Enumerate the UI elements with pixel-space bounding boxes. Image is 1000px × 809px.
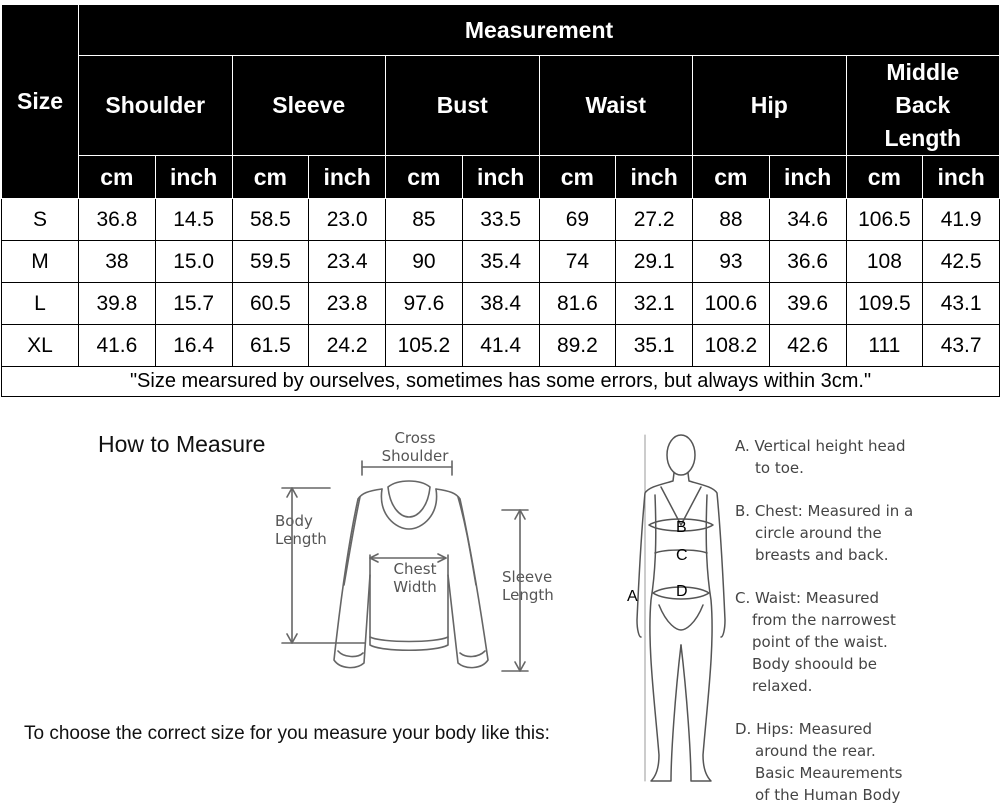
unit-header: inch [769, 156, 846, 199]
measurement-cell: 108.2 [693, 325, 770, 367]
measurement-cell: 108 [846, 241, 923, 283]
measurement-cell: 59.5 [232, 241, 309, 283]
measurement-cell: 106.5 [846, 199, 923, 241]
measurement-cell: 24.2 [309, 325, 386, 367]
measurement-cell: 89.2 [539, 325, 616, 367]
size-chart-table [1, 4, 1000, 397]
unit-header: inch [616, 156, 693, 199]
unit-header: inch [462, 156, 539, 199]
measurement-cell: 41.6 [79, 325, 156, 367]
measurement-cell: 33.5 [462, 199, 539, 241]
unit-header: cm [79, 156, 156, 199]
legend-c: C. Waist: Measured from the narrowest point of the waist. Body shoould be relaxed. [735, 589, 896, 695]
measurement-cell: 15.7 [155, 283, 232, 325]
unit-header: cm [232, 156, 309, 199]
measurement-cell: 100.6 [693, 283, 770, 325]
measurement-cell: 36.8 [79, 199, 156, 241]
measurement-cell: 81.6 [539, 283, 616, 325]
size-cell: S [2, 199, 79, 241]
category-bust: Bust [386, 56, 540, 156]
measurement-cell: 39.8 [79, 283, 156, 325]
measurement-cell: 105.2 [386, 325, 463, 367]
unit-header: inch [309, 156, 386, 199]
measurement-cell: 34.6 [769, 199, 846, 241]
body-length-label: Body Length [275, 512, 327, 548]
unit-header: cm [386, 156, 463, 199]
table-row [2, 325, 1000, 367]
size-cell: L [2, 283, 79, 325]
legend-b: B. Chest: Measured in a circle around the breasts and back. [735, 502, 914, 564]
table-row [2, 199, 1000, 241]
measurement-cell: 41.9 [923, 199, 1000, 241]
unit-header: cm [693, 156, 770, 199]
body-point-a: A [627, 588, 638, 605]
measurement-cell: 36.6 [769, 241, 846, 283]
cross-shoulder-label: Cross Shoulder [381, 429, 449, 465]
measurement-cell: 58.5 [232, 199, 309, 241]
measurement-cell: 23.8 [309, 283, 386, 325]
measurement-cell: 42.5 [923, 241, 1000, 283]
measurement-cell: 14.5 [155, 199, 232, 241]
measurement-cell: 74 [539, 241, 616, 283]
measurement-cell: 90 [386, 241, 463, 283]
category-shoulder: Shoulder [79, 56, 233, 156]
body-point-c: C [676, 547, 688, 564]
body-point-b: B [676, 519, 687, 536]
category-sleeve: Sleeve [232, 56, 386, 156]
sleeve-length-label: Sleeve Length [502, 568, 554, 604]
unit-header: inch [923, 156, 1000, 199]
measurement-cell: 43.1 [923, 283, 1000, 325]
table-row [2, 241, 1000, 283]
body-diagram [615, 425, 735, 805]
legend-d: D. Hips: Measured around the rear. Basic Meaurements of the Human Body [735, 720, 903, 804]
measurement-cell: 97.6 [386, 283, 463, 325]
measurement-cell: 27.2 [616, 199, 693, 241]
measurement-cell: 38.4 [462, 283, 539, 325]
measurement-cell: 41.4 [462, 325, 539, 367]
measurement-cell: 39.6 [769, 283, 846, 325]
category-middle-back-length: Middle Back Length [846, 56, 1000, 156]
unit-header: cm [539, 156, 616, 199]
measurement-cell: 60.5 [232, 283, 309, 325]
category-hip: Hip [693, 56, 847, 156]
measurement-cell: 35.1 [616, 325, 693, 367]
unit-header: cm [846, 156, 923, 199]
measurement-cell: 69 [539, 199, 616, 241]
measurement-cell: 15.0 [155, 241, 232, 283]
chest-width-label: Chest Width [393, 560, 437, 596]
size-note: "Size mearsured by ourselves, sometimes has some errors, but always within 3cm." [2, 367, 1000, 397]
measurement-cell: 93 [693, 241, 770, 283]
body-point-d: D [676, 583, 688, 600]
measurement-cell: 23.4 [309, 241, 386, 283]
size-header: Size [2, 5, 79, 199]
measurement-cell: 88 [693, 199, 770, 241]
measurement-cell: 109.5 [846, 283, 923, 325]
measurement-cell: 111 [846, 325, 923, 367]
table-row [2, 283, 1000, 325]
measurement-cell: 23.0 [309, 199, 386, 241]
measurement-cell: 42.6 [769, 325, 846, 367]
sweater-diagram [270, 455, 550, 685]
how-to-measure-heading: How to Measure [98, 431, 266, 457]
category-waist: Waist [539, 56, 693, 156]
legend-a: A. Vertical height head to toe. [735, 437, 906, 477]
measurement-cell: 38 [79, 241, 156, 283]
instruction-text: To choose the correct size for you measure your body like this: [24, 723, 550, 744]
unit-header: inch [155, 156, 232, 199]
measurement-cell: 29.1 [616, 241, 693, 283]
measurement-cell: 61.5 [232, 325, 309, 367]
measurement-cell: 16.4 [155, 325, 232, 367]
measurement-cell: 35.4 [462, 241, 539, 283]
size-cell: XL [2, 325, 79, 367]
measurement-cell: 32.1 [616, 283, 693, 325]
measurement-cell: 43.7 [923, 325, 1000, 367]
measurement-cell: 85 [386, 199, 463, 241]
measurement-header: Measurement [79, 5, 1000, 56]
size-cell: M [2, 241, 79, 283]
